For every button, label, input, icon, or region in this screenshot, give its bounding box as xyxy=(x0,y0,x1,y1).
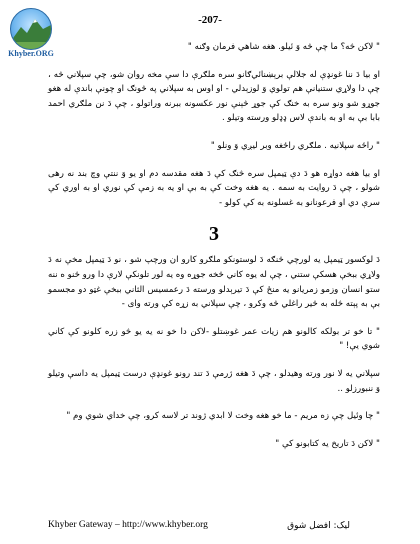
page-number: -207- xyxy=(198,14,222,26)
paragraph: " لاکن دَ تاریخ یه کتابونو کې " xyxy=(275,438,380,449)
paragraph: " چا وئیل چې زه مریم - ما خو هغه وخت لا ابدي ژوند تر لاسه کرو، چې خداي شوي وم " xyxy=(66,411,380,422)
paragraph: دَ لوکسور ټیمپل یه لورچي څنګه دَ لوستونکو ملګرو کارو ان ورچپ شو ، نو دَ ټیمپل مخې نه دَ ولاړي ببخې هسکې ستني ، چې له یوه کاني څخه جوړه وه یه لور تلونکې لارې دا ورو څنو ه ننه ستو انسان وزمو زمریانو یه منځ کې دَ تیرېدلو ورسته دَ رعمسیس الثاني ببخې غټو دو مجسمو بې به پېته څله به څیر راغلي څه وکرو ، چې سپلاني به زړه کې ورته وای - xyxy=(48,255,380,310)
document-body xyxy=(48,40,380,464)
footer-author: لیک: افضل شوق xyxy=(287,521,350,531)
section-number: 3 xyxy=(209,223,219,246)
logo-text: Khyber.ORG xyxy=(8,49,54,58)
paragraph: " لاکن څه؟ ما چې څه وَ ئیلو. هغه شاهي فرمان وګنه " xyxy=(187,42,380,52)
paragraph: سپلاني یه لا نور ورته وهیدلو ، چې دَ هغه ژرمې دَ تند رونو غونډې درست ټیمپل یه داسې وتیلو وَ ننبورزلو .. xyxy=(48,368,380,394)
paragraph: " راځه سپلانیه . ملګري راځغه وبر لیږي وَ ونلو " xyxy=(210,140,380,151)
footer-source: Khyber Gateway – http://www.khyber.org xyxy=(48,520,208,530)
paragraph: " تا خو تر بولکه کالونو هم زیات عمر غوښتلو -لاکن دا خو نه یه یو څو زره کلونو کې کاني شوي یې! " xyxy=(48,326,380,352)
paragraph: او بیا هغه دواړه هو دَ دې ټیمپل سره څنګ کې دَ هغه مقدسه دم او یو وَ ننتې وچ بند نه رهی شولو ، چې دَ روایت به سمه . یه هغه وخت کې به بې او یه به زمې کې نوري او به اوري کې سرې دي او فرعونانو به غسلونه به کې کولو - xyxy=(48,168,380,208)
paragraph: او بیا دَ ننا غونډې له جلالې برېښنائي‌ګانو سره ملګرې دا سې مخه روان شو، چې سپلاني څه ، چې دا ولاړي ستنيانې هم تولوي وَ لوزېدلي - او اوس به سپلاني په څونګ او چونې باندې له هغو جوړو شو ونو سره به خنګ کې جوړ څېنې نور عکسونه ببرنه وراتولو ، چې دَ نن ملګري احمد بابا بې به او به باندې لاس ډډلو ورسته وتیلو . xyxy=(48,69,380,124)
